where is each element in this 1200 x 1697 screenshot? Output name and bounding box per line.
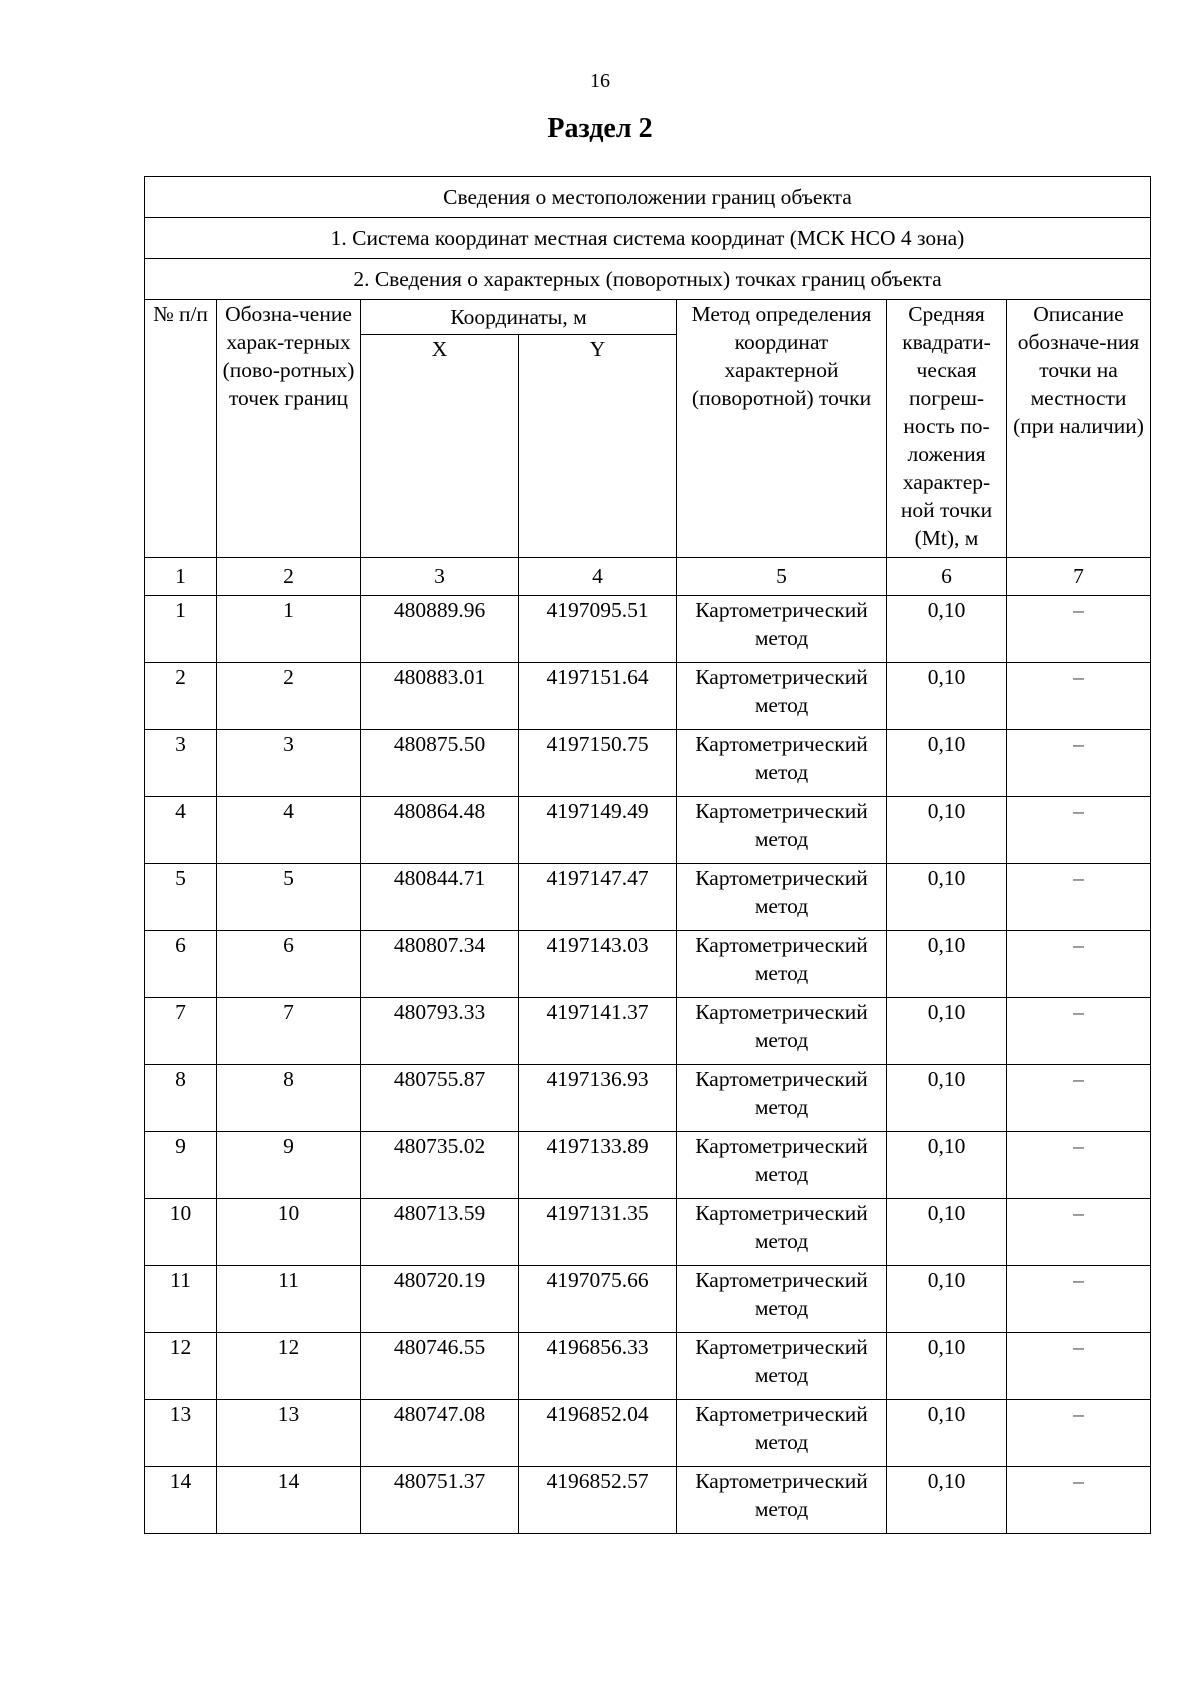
cell-point: 8 <box>217 1065 361 1132</box>
cell-error: 0,10 <box>887 1065 1007 1132</box>
table-row <box>145 1400 1151 1467</box>
boundary-points-table <box>144 176 1151 1534</box>
cell-num: 2 <box>145 663 217 730</box>
coordinate-system: 1. Система координат местная система координат (МСК НСО 4 зона) <box>145 218 1151 259</box>
cell-y: 4197151.64 <box>519 663 677 730</box>
header-method: Метод определения координат характерной (поворотной) точки <box>677 300 887 558</box>
cell-description: – <box>1007 1199 1151 1266</box>
cell-error: 0,10 <box>887 931 1007 998</box>
cell-description: – <box>1007 730 1151 797</box>
page-number: 16 <box>590 70 610 92</box>
cell-method: Картометрический метод <box>677 998 887 1065</box>
cell-x: 480807.34 <box>361 931 519 998</box>
cell-num: 5 <box>145 864 217 931</box>
cell-point: 4 <box>217 797 361 864</box>
cell-description: – <box>1007 1065 1151 1132</box>
cell-error: 0,10 <box>887 596 1007 663</box>
table-row <box>145 931 1151 998</box>
column-number: 2 <box>217 558 361 596</box>
cell-x: 480889.96 <box>361 596 519 663</box>
table-row <box>145 596 1151 663</box>
table-body <box>145 177 1151 1534</box>
cell-num: 11 <box>145 1266 217 1333</box>
cell-y: 4196852.57 <box>519 1467 677 1534</box>
cell-num: 3 <box>145 730 217 797</box>
points-info: 2. Сведения о характерных (поворотных) точках границ объекта <box>145 259 1151 300</box>
cell-description: – <box>1007 1467 1151 1534</box>
cell-y: 4197095.51 <box>519 596 677 663</box>
cell-num: 14 <box>145 1467 217 1534</box>
column-number: 6 <box>887 558 1007 596</box>
cell-error: 0,10 <box>887 1333 1007 1400</box>
table-row <box>145 864 1151 931</box>
section-title: Раздел 2 <box>547 113 653 144</box>
cell-num: 1 <box>145 596 217 663</box>
cell-y: 4197136.93 <box>519 1065 677 1132</box>
cell-point: 5 <box>217 864 361 931</box>
cell-description: – <box>1007 1266 1151 1333</box>
cell-description: – <box>1007 797 1151 864</box>
cell-method: Картометрический метод <box>677 1266 887 1333</box>
cell-y: 4196856.33 <box>519 1333 677 1400</box>
table-row <box>145 1266 1151 1333</box>
points-info-row <box>145 259 1151 300</box>
cell-method: Картометрический метод <box>677 797 887 864</box>
cell-y: 4197133.89 <box>519 1132 677 1199</box>
cell-num: 13 <box>145 1400 217 1467</box>
cell-x: 480883.01 <box>361 663 519 730</box>
column-number: 7 <box>1007 558 1151 596</box>
cell-x: 480735.02 <box>361 1132 519 1199</box>
table-row <box>145 998 1151 1065</box>
cell-y: 4197149.49 <box>519 797 677 864</box>
cell-method: Картометрический метод <box>677 730 887 797</box>
cell-error: 0,10 <box>887 797 1007 864</box>
header-coordinates: Координаты, м <box>361 300 677 335</box>
cell-x: 480713.59 <box>361 1199 519 1266</box>
cell-y: 4197147.47 <box>519 864 677 931</box>
cell-y: 4197150.75 <box>519 730 677 797</box>
cell-x: 480751.37 <box>361 1467 519 1534</box>
cell-method: Картометрический метод <box>677 663 887 730</box>
cell-description: – <box>1007 1333 1151 1400</box>
cell-description: – <box>1007 663 1151 730</box>
cell-method: Картометрический метод <box>677 931 887 998</box>
cell-point: 12 <box>217 1333 361 1400</box>
column-number: 5 <box>677 558 887 596</box>
cell-num: 7 <box>145 998 217 1065</box>
table-row <box>145 730 1151 797</box>
cell-description: – <box>1007 596 1151 663</box>
cell-description: – <box>1007 1400 1151 1467</box>
cell-y: 4197131.35 <box>519 1199 677 1266</box>
cell-y: 4197075.66 <box>519 1266 677 1333</box>
cell-method: Картометрический метод <box>677 1199 887 1266</box>
cell-num: 8 <box>145 1065 217 1132</box>
table-title-row <box>145 177 1151 218</box>
cell-point: 6 <box>217 931 361 998</box>
header-error: Средняя квадрати-ческая погреш-ность по-ложения характер-ной точки (Mt), м <box>887 300 1007 558</box>
cell-description: – <box>1007 998 1151 1065</box>
cell-num: 9 <box>145 1132 217 1199</box>
cell-point: 9 <box>217 1132 361 1199</box>
column-number: 1 <box>145 558 217 596</box>
column-number: 3 <box>361 558 519 596</box>
cell-point: 2 <box>217 663 361 730</box>
table-title: Сведения о местоположении границ объекта <box>145 177 1151 218</box>
column-number: 4 <box>519 558 677 596</box>
cell-num: 6 <box>145 931 217 998</box>
cell-method: Картометрический метод <box>677 596 887 663</box>
header-designation: Обозна-чение харак-терных (пово-ротных) точек границ <box>217 300 361 558</box>
cell-point: 7 <box>217 998 361 1065</box>
cell-method: Картометрический метод <box>677 1400 887 1467</box>
cell-description: – <box>1007 1132 1151 1199</box>
cell-point: 3 <box>217 730 361 797</box>
table-row <box>145 663 1151 730</box>
cell-error: 0,10 <box>887 1199 1007 1266</box>
header-x: X <box>361 335 519 558</box>
table-row <box>145 1065 1151 1132</box>
cell-point: 14 <box>217 1467 361 1534</box>
cell-description: – <box>1007 931 1151 998</box>
column-numbers-row <box>145 558 1151 596</box>
cell-x: 480746.55 <box>361 1333 519 1400</box>
header-description: Описание обозначе-ния точки на местности (при наличии) <box>1007 300 1151 558</box>
cell-error: 0,10 <box>887 1467 1007 1534</box>
cell-error: 0,10 <box>887 1132 1007 1199</box>
table-row <box>145 797 1151 864</box>
cell-point: 10 <box>217 1199 361 1266</box>
cell-method: Картометрический метод <box>677 1333 887 1400</box>
cell-y: 4197141.37 <box>519 998 677 1065</box>
cell-error: 0,10 <box>887 663 1007 730</box>
cell-x: 480875.50 <box>361 730 519 797</box>
cell-x: 480755.87 <box>361 1065 519 1132</box>
cell-error: 0,10 <box>887 864 1007 931</box>
cell-x: 480720.19 <box>361 1266 519 1333</box>
cell-x: 480844.71 <box>361 864 519 931</box>
cell-point: 11 <box>217 1266 361 1333</box>
cell-num: 4 <box>145 797 217 864</box>
cell-x: 480864.48 <box>361 797 519 864</box>
cell-description: – <box>1007 864 1151 931</box>
table-row <box>145 1132 1151 1199</box>
cell-x: 480793.33 <box>361 998 519 1065</box>
cell-method: Картометрический метод <box>677 1065 887 1132</box>
coordinate-system-row <box>145 218 1151 259</box>
header-row <box>145 300 1151 335</box>
table-row <box>145 1199 1151 1266</box>
cell-point: 13 <box>217 1400 361 1467</box>
cell-error: 0,10 <box>887 1400 1007 1467</box>
cell-method: Картометрический метод <box>677 864 887 931</box>
cell-num: 10 <box>145 1199 217 1266</box>
cell-y: 4196852.04 <box>519 1400 677 1467</box>
cell-method: Картометрический метод <box>677 1132 887 1199</box>
cell-point: 1 <box>217 596 361 663</box>
cell-x: 480747.08 <box>361 1400 519 1467</box>
table-row <box>145 1333 1151 1400</box>
cell-error: 0,10 <box>887 998 1007 1065</box>
header-num: № п/п <box>145 300 217 558</box>
cell-num: 12 <box>145 1333 217 1400</box>
header-y: Y <box>519 335 677 558</box>
cell-error: 0,10 <box>887 730 1007 797</box>
cell-method: Картометрический метод <box>677 1467 887 1534</box>
table-row <box>145 1467 1151 1534</box>
cell-error: 0,10 <box>887 1266 1007 1333</box>
cell-y: 4197143.03 <box>519 931 677 998</box>
